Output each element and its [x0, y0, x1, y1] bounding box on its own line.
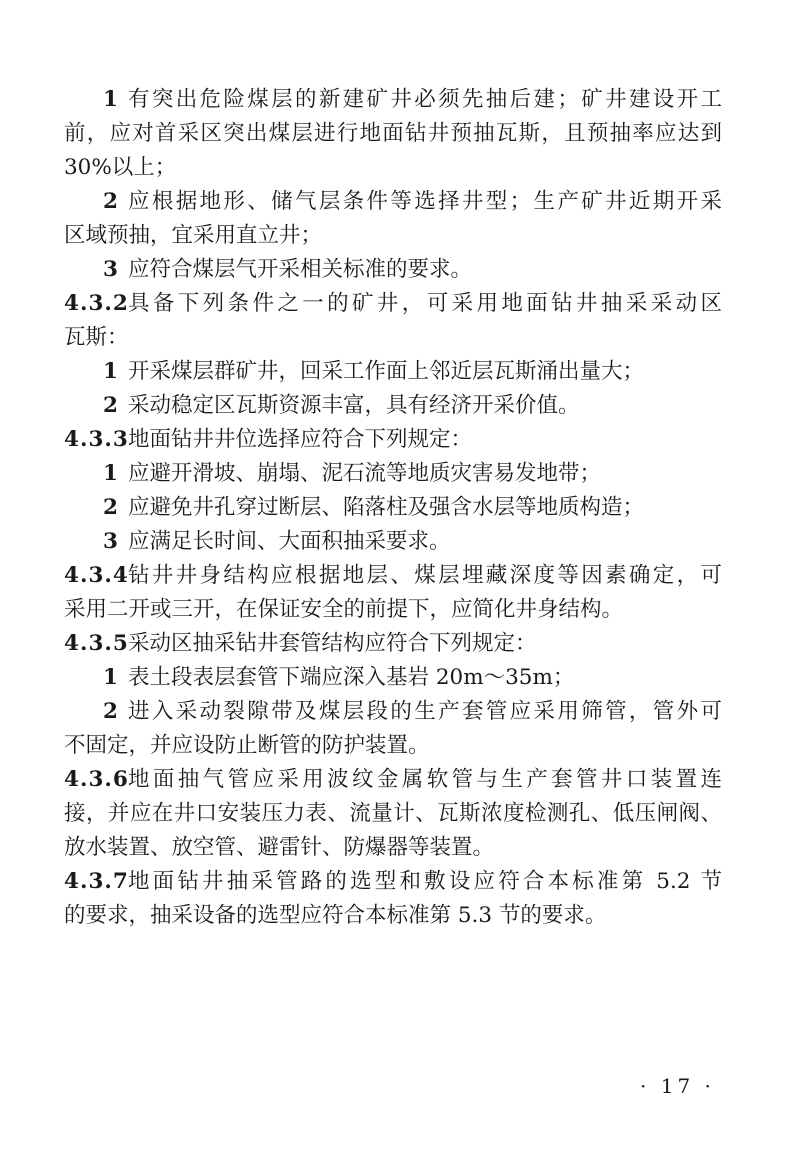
list-item: [64, 695, 722, 763]
clause-paragraph: [64, 763, 722, 865]
item-number: 2: [103, 189, 118, 214]
item-number: 1: [103, 461, 118, 486]
list-item: [64, 491, 722, 525]
clause-paragraph: [64, 865, 722, 933]
paragraph-text: 应避免井孔穿过断层、陷落柱及强含水层等地质构造；: [128, 495, 645, 520]
paragraph-text: 接，并应在井口安装压力表、流量计、瓦斯浓度检测孔、低压闸阀、: [64, 801, 722, 826]
text-line: [64, 219, 722, 253]
text-line: [64, 287, 722, 321]
paragraph-text: 进入采动裂隙带及煤层段的生产套管应采用筛管，管外可: [128, 699, 722, 724]
paragraph-text: 前，应对首采区突出煤层进行地面钻井预抽瓦斯，且预抽率应达到: [64, 121, 722, 146]
list-item: [64, 185, 722, 253]
paragraph-text: 区域预抽，宜采用直立井；: [64, 223, 323, 248]
text-line: [64, 593, 722, 627]
clause-number: 4.3.6: [64, 767, 129, 792]
item-number: 1: [103, 87, 118, 112]
paragraph-text: 有突出危险煤层的新建矿井必须先抽后建；矿井建设开工: [128, 87, 722, 112]
clause-paragraph: [64, 423, 722, 457]
document-body: [64, 83, 722, 933]
list-item: [64, 661, 722, 695]
paragraph-text: 应避开滑坡、崩塌、泥石流等地质灾害易发地带；: [128, 461, 602, 486]
text-line: [64, 355, 722, 389]
text-line: [64, 117, 722, 151]
text-line: [64, 83, 722, 117]
text-line: [64, 559, 722, 593]
text-line: [64, 423, 722, 457]
text-line: [64, 525, 722, 559]
paragraph-text: 应根据地形、储气层条件等选择井型；生产矿井近期开采: [128, 189, 722, 214]
list-item: [64, 253, 722, 287]
paragraph-text: 地面钻井抽采管路的选型和敷设应符合本标准第 5.2 节: [128, 869, 722, 894]
paragraph-text: 采动区抽采钻井套管结构应符合下列规定：: [128, 631, 537, 656]
item-number: 3: [103, 529, 118, 554]
paragraph-text: 地面钻井井位选择应符合下列规定：: [128, 427, 473, 452]
clause-paragraph: [64, 287, 722, 355]
text-line: [64, 321, 722, 355]
paragraph-text: 具备下列条件之一的矿井，可采用地面钻井抽采采动区: [128, 291, 722, 316]
item-number: 1: [103, 359, 118, 384]
text-line: [64, 899, 722, 933]
paragraph-text: 钻井井身结构应根据地层、煤层埋藏深度等因素确定，可: [128, 563, 722, 588]
paragraph-text: 应符合煤层气开采相关标准的要求。: [128, 257, 473, 282]
paragraph-text: 应满足长时间、大面积抽采要求。: [128, 529, 451, 554]
clause-number: 4.3.3: [64, 427, 129, 452]
clause-number: 4.3.2: [64, 291, 129, 316]
text-line: [64, 763, 722, 797]
text-line: [64, 627, 722, 661]
text-line: [64, 389, 722, 423]
paragraph-text: 表土段表层套管下端应深入基岩 20m～35m；: [128, 665, 575, 690]
text-line: [64, 253, 722, 287]
text-line: [64, 695, 722, 729]
page-number: · 17 ·: [640, 1074, 715, 1098]
list-item: [64, 457, 722, 491]
text-line: [64, 729, 722, 763]
item-number: 2: [103, 495, 118, 520]
item-number: 2: [103, 699, 118, 724]
text-line: [64, 831, 722, 865]
paragraph-text: 开采煤层群矿井，回采工作面上邻近层瓦斯涌出量大；: [128, 359, 645, 384]
text-line: [64, 865, 722, 899]
clause-number: 4.3.7: [64, 869, 129, 894]
list-item: [64, 83, 722, 185]
paragraph-text: 采动稳定区瓦斯资源丰富，具有经济开采价值。: [128, 393, 580, 418]
clause-number: 4.3.4: [64, 563, 129, 588]
list-item: [64, 525, 722, 559]
text-line: [64, 797, 722, 831]
clause-paragraph: [64, 559, 722, 627]
list-item: [64, 389, 722, 423]
paragraph-text: 的要求，抽采设备的选型应符合本标准第 5.3 节的要求。: [64, 903, 607, 928]
text-line: [64, 185, 722, 219]
clause-paragraph: [64, 627, 722, 661]
paragraph-text: 不固定，并应设防止断管的防护装置。: [64, 733, 430, 758]
text-line: [64, 491, 722, 525]
paragraph-text: 30%以上；: [64, 155, 177, 180]
paragraph-text: 放水装置、放空管、避雷针、防爆器等装置。: [64, 835, 495, 860]
item-number: 2: [103, 393, 118, 418]
list-item: [64, 355, 722, 389]
text-line: [64, 457, 722, 491]
paragraph-text: 采用二开或三开，在保证安全的前提下，应简化井身结构。: [64, 597, 624, 622]
text-line: [64, 661, 722, 695]
item-number: 3: [103, 257, 118, 282]
paragraph-text: 瓦斯：: [64, 325, 129, 350]
paragraph-text: 地面抽气管应采用波纹金属软管与生产套管井口装置连: [128, 767, 722, 792]
clause-number: 4.3.5: [64, 631, 129, 656]
item-number: 1: [103, 665, 118, 690]
text-line: [64, 151, 722, 185]
